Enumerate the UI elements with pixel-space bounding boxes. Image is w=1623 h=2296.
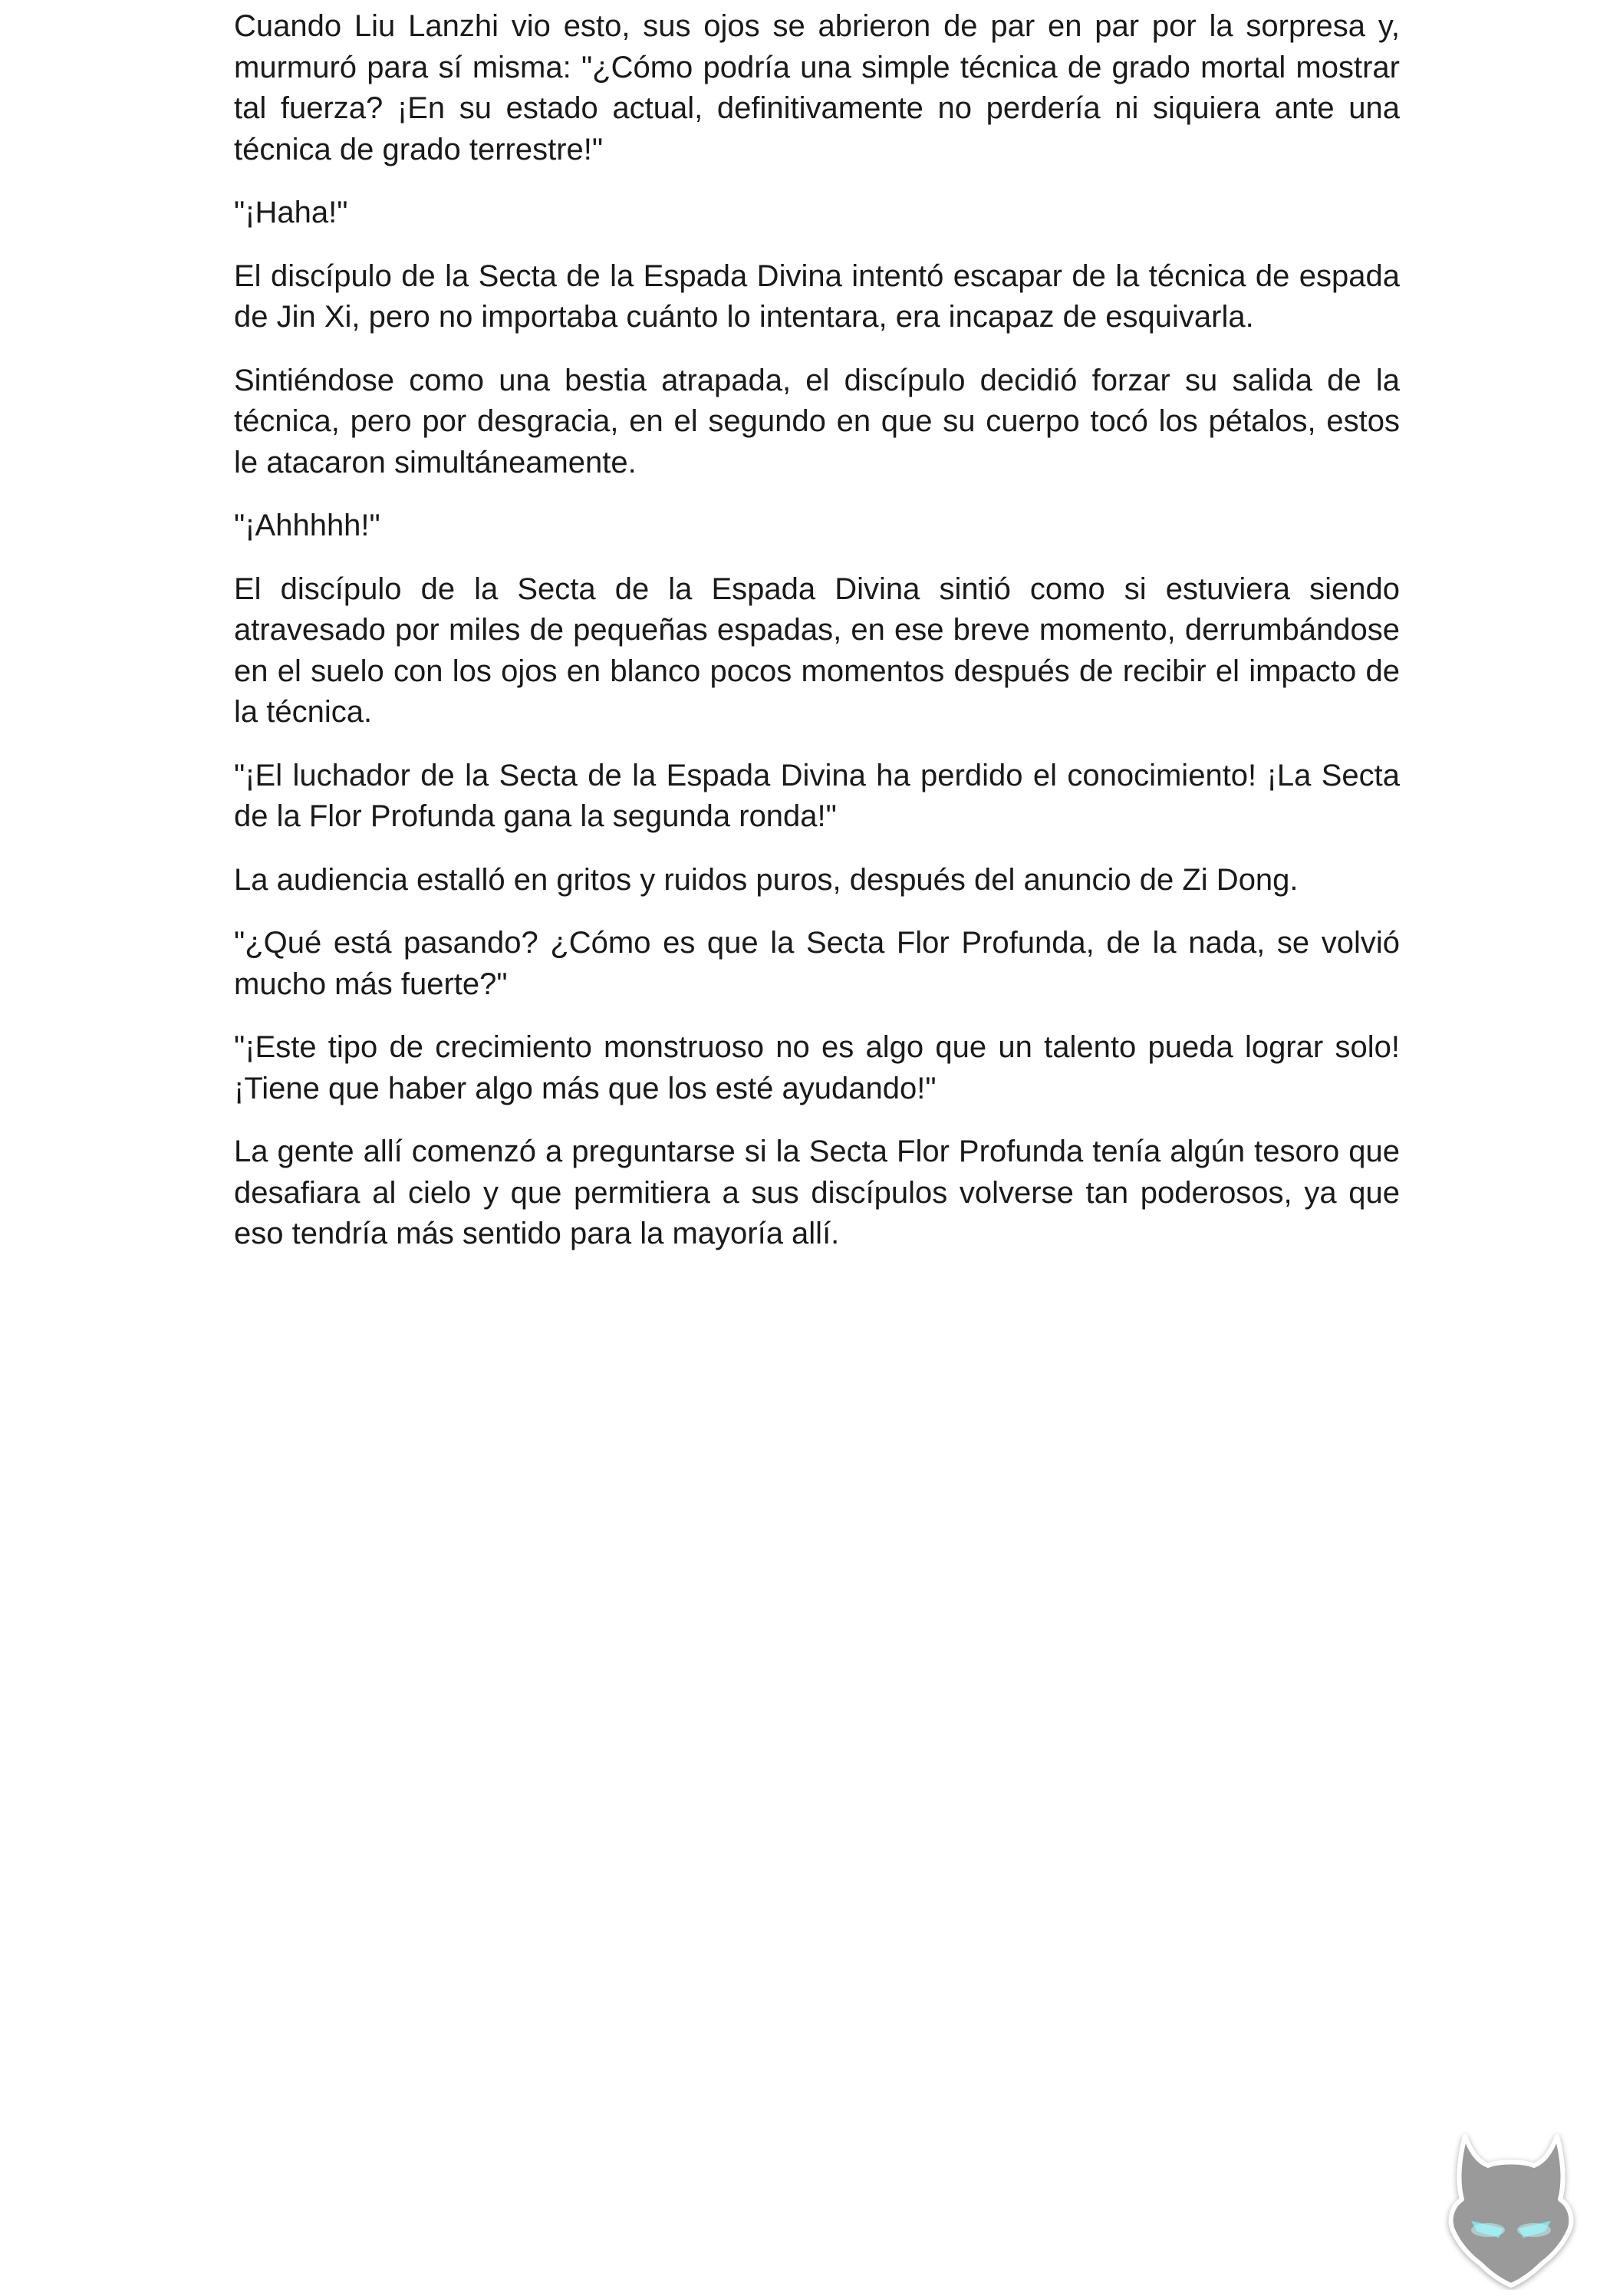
- document-body: [234, 6, 1400, 1277]
- paragraph: "¡Este tipo de crecimiento monstruoso no es algo que un talento pueda lograr solo! ¡Tiene que haber algo más que los esté ayudando!": [234, 1030, 1400, 1105]
- paragraph: "¡El luchador de la Secta de la Espada Divina ha perdido el conocimiento! ¡La Secta de la Flor Profunda gana la segunda ronda!": [234, 758, 1400, 833]
- demon-head-logo-icon: [1434, 2129, 1588, 2290]
- paragraph: El discípulo de la Secta de la Espada Divina sintió como si estuviera siendo atravesado por miles de pequeñas espadas, en ese breve momento, derrumbándose en el suelo con los ojos en blanco pocos momentos después de recibir el impacto de la técnica.: [234, 572, 1400, 729]
- paragraph: La audiencia estalló en gritos y ruidos puros, después del anuncio de Zi Dong.: [234, 862, 1299, 897]
- paragraph: El discípulo de la Secta de la Espada Divina intentó escapar de la técnica de espada de Jin Xi, pero no importaba cuánto lo intentara, era incapaz de esquivarla.: [234, 259, 1400, 334]
- paragraph: "¡Haha!": [234, 196, 348, 229]
- paragraph: Cuando Liu Lanzhi vio esto, sus ojos se abrieron de par en par por la sorpresa y, murmuró para sí misma: "¿Cómo podría una simple técnica de grado mortal mostrar tal fuerza? ¡En su estado actual, definitivamente no perdería ni siquiera ante una técnica de grado terrestre!": [234, 9, 1400, 166]
- paragraph: La gente allí comenzó a preguntarse si la Secta Flor Profunda tenía algún tesoro que desafiara al cielo y que permitiera a sus discípulos volverse tan poderosos, ya que eso tendría más sentido para la mayoría allí.: [234, 1135, 1400, 1250]
- paragraph: "¡Ahhhhh!": [234, 509, 380, 542]
- paragraph: Sintiéndose como una bestia atrapada, el discípulo decidió forzar su salida de la técnica, pero por desgracia, en el segundo en que su cuerpo tocó los pétalos, estos le atacaron simultáneamente.: [234, 363, 1400, 479]
- paragraph: "¿Qué está pasando? ¿Cómo es que la Secta Flor Profunda, de la nada, se volvió mucho más fuerte?": [234, 926, 1400, 1001]
